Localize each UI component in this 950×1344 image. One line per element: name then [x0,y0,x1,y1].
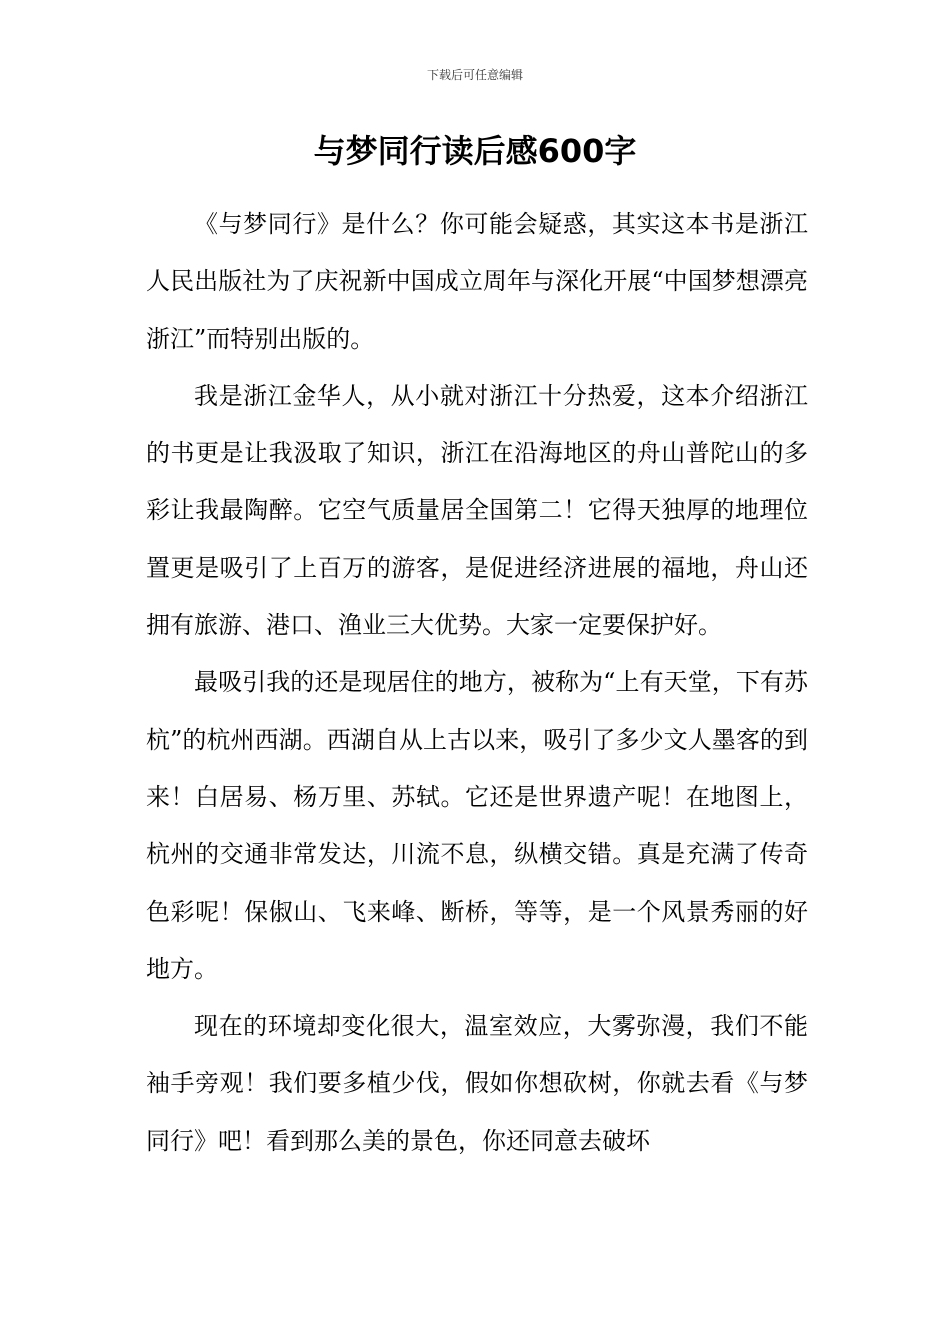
document-body [146,196,808,1170]
paragraph-3: 最吸引我的还是现居住的地方，被称为“上有天堂，下有苏杭”的杭州西湖。西湖自从上古以来，吸引了多少文人墨客的到来！白居易、杨万里、苏轼。它还是世界遗产呢！在地图上，杭州的交通非常发达，川流不息，纵横交错。真是充满了传奇色彩呢！保俶山、飞来峰、断桥，等等，是一个风景秀丽的好地方。 [146,668,808,983]
paragraph-4: 现在的环境却变化很大，温室效应，大雾弥漫，我们不能袖手旁观！我们要多植少伐，假如你想砍树，你就去看《与梦同行》吧！看到那么美的景色，你还同意去破坏 [146,1012,808,1155]
header-note: 下载后可任意编辑 [426,68,523,82]
document-title: 与梦同行读后感600字 [313,132,637,170]
paragraph-2: 我是浙江金华人，从小就对浙江十分热爱，这本介绍浙江的书更是让我汲取了知识，浙江在沿海地区的舟山普陀山的多彩让我最陶醉。它空气质量居全国第二！它得天独厚的地理位置更是吸引了上百万的游客，是促进经济进展的福地，舟山还拥有旅游、港口、渔业三大优势。大家一定要保护好。 [146,381,808,640]
paragraph-1: 《与梦同行》是什么？你可能会疑惑，其实这本书是浙江人民出版社为了庆祝新中国成立周年与深化开展“中国梦想漂亮浙江”而特别出版的。 [146,210,808,353]
